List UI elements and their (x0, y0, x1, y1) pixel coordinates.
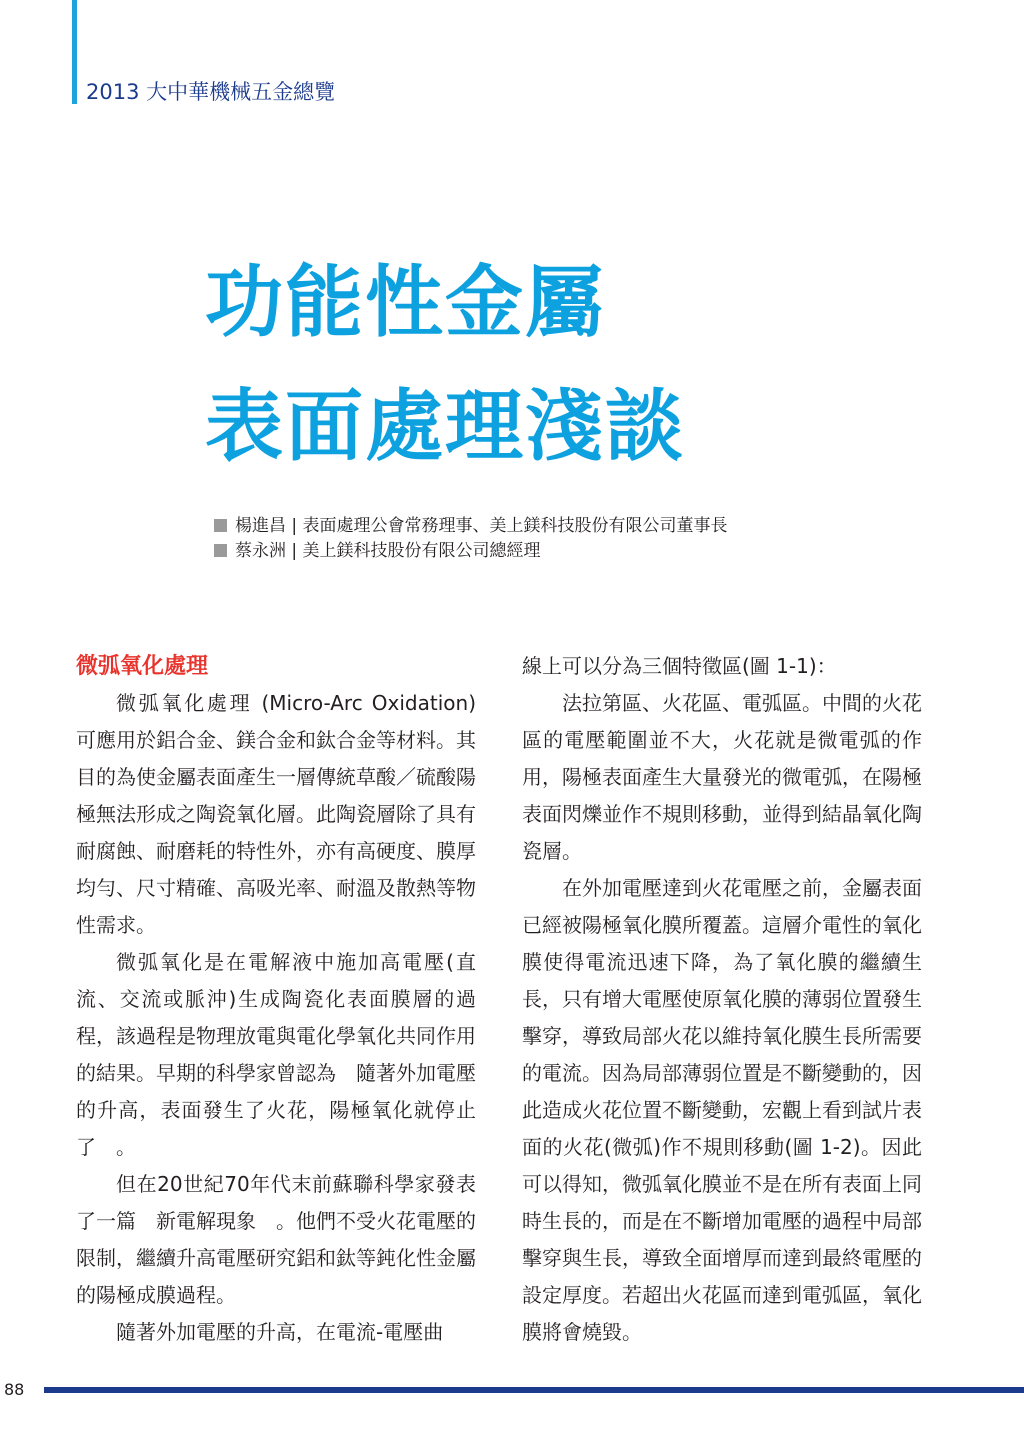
author-text: 蔡永洲 | 美上鎂科技股份有限公司總經理 (235, 541, 541, 561)
body-paragraph: 但在20世紀70年代末前蘇聯科學家發表了一篇 新電解現象 。他們不受火花電壓的限制，繼續升高電壓研究鋁和鈦等鈍化性金屬的陽極成膜過程。 (76, 1172, 476, 1307)
bullet-square-icon (214, 519, 227, 532)
page-number: 88 (4, 1380, 25, 1399)
right-column (522, 648, 922, 1351)
bullet-square-icon (214, 544, 227, 557)
body-paragraph: 法拉第區、火花區、電弧區。中間的火花區的電壓範圍並不大，火花就是微電弧的作用，陽極表面產生大量發光的微電弧，在陽極表面閃爍並作不規則移動，並得到結晶氧化陶瓷層。 (522, 691, 922, 863)
left-column (76, 648, 476, 1351)
header-accent-bar (72, 0, 77, 104)
author-line (214, 511, 728, 536)
body-paragraph: 線上可以分為三個特徵區(圖 1-1)： (522, 654, 837, 678)
publication-header: 2013 大中華機械五金總覽 (86, 80, 336, 104)
body-paragraph: 隨著外加電壓的升高，在電流-電壓曲 (116, 1320, 444, 1344)
body-paragraph: 微弧氧化處理 (Micro-Arc Oxidation) 可應用於鋁合金、鎂合金和鈦合金等材料。其目的為使金屬表面產生一層傳統草酸／硫酸陽極無法形成之陶瓷氧化層。此陶瓷層除了具有耐腐蝕、耐磨耗的特性外，亦有高硬度、膜厚均勻、尺寸精確、高吸光率、耐溫及散熱等物性需求。 (76, 691, 476, 937)
author-text: 楊進昌 | 表面處理公會常務理事、美上鎂科技股份有限公司董事長 (235, 516, 728, 536)
section-title: 微弧氧化處理 (76, 654, 209, 679)
body-paragraph: 微弧氧化是在電解液中施加高電壓(直流、交流或脈沖)生成陶瓷化表面膜層的過程，該過程是物理放電與電化學氧化共同作用的結果。早期的科學家曾認為 隨著外加電壓的升高，表面發生了火花，陽極氧化就停止了 。 (76, 950, 476, 1159)
footer-bar (44, 1387, 1024, 1393)
author-line (214, 536, 541, 561)
article-title-line-2: 表面處理淺談 (205, 382, 686, 472)
article-title-line-1: 功能性金屬 (205, 258, 606, 348)
body-paragraph: 在外加電壓達到火花電壓之前，金屬表面已經被陽極氧化膜所覆蓋。這層介電性的氧化膜使得電流迅速下降，為了氧化膜的繼續生長，只有增大電壓使原氧化膜的薄弱位置發生擊穿，導致局部火花以維持氧化膜生長所需要的電流。因為局部薄弱位置是不斷變動的，因此造成火花位置不斷變動，宏觀上看到試片表面的火花(微弧)作不規則移動(圖 1-2)。因此可以得知，微弧氧化膜並不是在所有表面上同時生長的，而是在不斷增加電壓的過程中局部擊穿與生長，導致全面增厚而達到最終電壓的設定厚度。若超出火花區而達到電弧區，氧化膜將會燒毀。 (522, 876, 922, 1344)
